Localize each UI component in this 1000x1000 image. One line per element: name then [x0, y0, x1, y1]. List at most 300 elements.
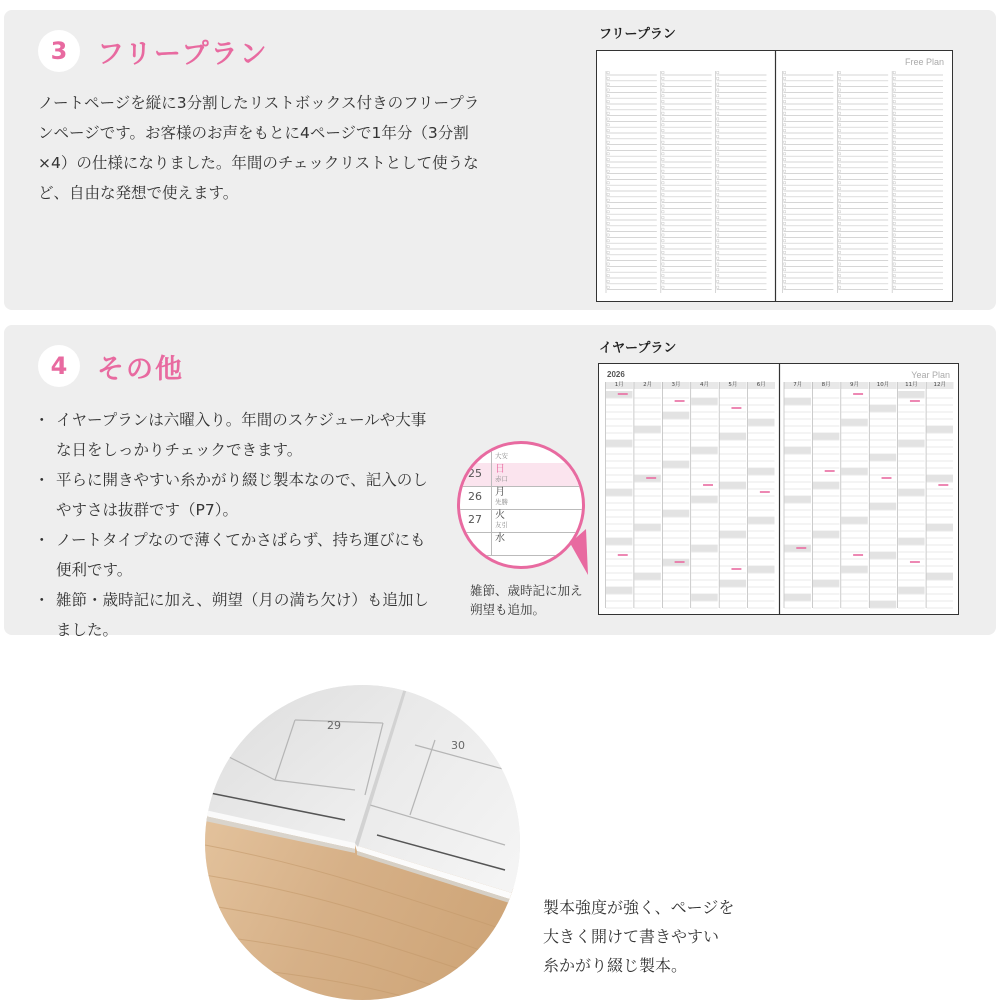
checkbox: [717, 240, 719, 242]
weekend-row: [691, 398, 717, 405]
zoom-pointer: [564, 525, 594, 575]
checkbox: [893, 95, 895, 97]
zoom-column-divider: [491, 509, 492, 532]
weekend-row: [634, 524, 660, 531]
checkbox: [662, 106, 664, 108]
checkbox: [717, 205, 719, 207]
checkbox: [838, 205, 840, 207]
checkbox: [717, 286, 719, 288]
month-label: 11月: [905, 382, 918, 388]
feature-line: 便利です。: [56, 561, 133, 579]
checkbox: [838, 101, 840, 103]
checkbox: [662, 251, 664, 253]
weekend-row: [606, 587, 632, 594]
checkbox: [784, 89, 786, 91]
feature-line: ・ 雑節・歳時記に加え、朔望（月の満ち欠け）も追加し: [56, 591, 429, 609]
weekend-row: [720, 482, 746, 489]
weekend-row: [748, 517, 774, 524]
checkbox: [717, 211, 719, 213]
checkbox: [717, 176, 719, 178]
zoom-column-divider: [491, 441, 492, 463]
checkbox: [717, 188, 719, 190]
checkbox: [893, 83, 895, 85]
section-title: その他: [97, 354, 184, 385]
checkbox: [662, 170, 664, 172]
zoom-day-number: 27: [468, 513, 482, 526]
month-label: 2月: [643, 382, 653, 388]
weekend-row: [606, 538, 632, 545]
month-label: 5月: [728, 382, 738, 388]
checkbox: [607, 124, 609, 126]
checkbox: [662, 182, 664, 184]
weekend-row: [813, 580, 839, 587]
checkbox: [784, 188, 786, 190]
checkbox: [607, 222, 609, 224]
checkbox: [607, 164, 609, 166]
checkbox: [717, 101, 719, 103]
checkbox: [838, 164, 840, 166]
zoom-weekday: 水: [495, 533, 505, 544]
checkbox: [893, 280, 895, 282]
checkbox: [662, 141, 664, 143]
checkbox: [893, 164, 895, 166]
checkbox: [717, 251, 719, 253]
photo-caption: [543, 893, 734, 980]
holiday-mark: [853, 393, 863, 395]
checkbox: [607, 188, 609, 190]
checkbox: [607, 286, 609, 288]
checkbox: [607, 240, 609, 242]
free-plan-preview: [596, 50, 953, 302]
checkbox: [717, 72, 719, 74]
zoom-column-divider: [491, 486, 492, 509]
checkbox: [717, 199, 719, 201]
checkbox: [838, 246, 840, 248]
checkbox: [838, 211, 840, 213]
weekend-row: [634, 426, 660, 433]
checkbox: [717, 130, 719, 132]
checkbox: [607, 193, 609, 195]
zoom-caption: [470, 581, 583, 619]
weekend-row: [785, 447, 811, 454]
checkbox: [893, 257, 895, 259]
checkbox: [838, 77, 840, 79]
checkbox: [662, 77, 664, 79]
checkbox: [893, 106, 895, 108]
checkbox: [717, 141, 719, 143]
holiday-mark: [938, 484, 948, 486]
feature-line: な日をしっかりチェックできます。: [56, 441, 303, 459]
photo-caption-line: 製本強度が強く、ページを: [543, 898, 735, 917]
free-plan-panel: [4, 10, 996, 310]
checkbox: [838, 147, 840, 149]
zoom-weekday: 火: [495, 510, 505, 521]
checkbox: [717, 83, 719, 85]
holiday-mark: [910, 400, 920, 402]
checkbox: [607, 118, 609, 120]
preview-title: フリープラン: [599, 27, 676, 42]
zoom-rokuyo: 友引: [495, 521, 508, 529]
checkbox: [717, 153, 719, 155]
checkbox: [784, 141, 786, 143]
checkbox: [893, 141, 895, 143]
weekend-row: [927, 426, 953, 433]
weekend-row: [748, 566, 774, 573]
checkbox: [893, 205, 895, 207]
checkbox: [838, 153, 840, 155]
checkbox: [717, 182, 719, 184]
checkbox: [838, 286, 840, 288]
checkbox: [784, 170, 786, 172]
weekend-row: [720, 433, 746, 440]
checkbox: [717, 112, 719, 114]
zoom-weekday: 日: [495, 464, 505, 475]
checkbox: [607, 228, 609, 230]
description-line: ンページです。お客様のお声をもとに4ページで1年分（3分割: [38, 124, 469, 142]
month-label: 4月: [699, 382, 709, 388]
checkbox: [607, 211, 609, 213]
description-line: ノートページを縦に3分割したリストボックス付きのフリープラ: [38, 94, 480, 112]
weekend-row: [663, 510, 689, 517]
checkbox: [607, 217, 609, 219]
checkbox: [893, 159, 895, 161]
feature-item: [34, 405, 429, 465]
checkbox: [662, 101, 664, 103]
zoom-day-number: 25: [468, 467, 482, 480]
checkbox: [607, 205, 609, 207]
weekend-row: [691, 447, 717, 454]
checkbox: [893, 240, 895, 242]
checkbox: [607, 77, 609, 79]
zoom-day-number: 26: [468, 490, 482, 503]
checkbox: [838, 159, 840, 161]
checkbox: [784, 101, 786, 103]
checkbox: [784, 112, 786, 114]
checkbox: [662, 153, 664, 155]
checkbox: [784, 83, 786, 85]
checkbox: [784, 77, 786, 79]
checkbox: [784, 95, 786, 97]
section-number-badge: 3: [38, 30, 80, 72]
zoom-day-row: [460, 463, 585, 487]
checkbox: [717, 217, 719, 219]
checkbox: [893, 228, 895, 230]
checkbox: [662, 269, 664, 271]
checkbox: [717, 89, 719, 91]
weekend-row: [927, 573, 953, 580]
weekend-row: [785, 496, 811, 503]
checkbox: [607, 275, 609, 277]
section-description: [38, 88, 479, 208]
checkbox: [784, 106, 786, 108]
checkbox: [838, 72, 840, 74]
checkbox: [838, 89, 840, 91]
weekend-row: [691, 496, 717, 503]
checkbox: [662, 164, 664, 166]
checkbox: [893, 211, 895, 213]
checkbox: [784, 182, 786, 184]
checkbox: [838, 234, 840, 236]
preview-title: イヤープラン: [599, 341, 677, 356]
checkbox: [662, 130, 664, 132]
checkbox: [607, 106, 609, 108]
checkbox: [607, 135, 609, 137]
weekend-row: [870, 503, 896, 510]
checkbox: [784, 251, 786, 253]
weekend-row: [813, 433, 839, 440]
checkbox: [662, 234, 664, 236]
zoom-rokuyo: 赤口: [495, 475, 508, 483]
weekend-row: [606, 489, 632, 496]
holiday-mark: [825, 470, 835, 472]
weekend-row: [663, 461, 689, 468]
weekend-row: [870, 405, 896, 412]
checkbox: [607, 280, 609, 282]
weekend-row: [691, 594, 717, 601]
checkbox: [893, 176, 895, 178]
year-plan-page-label: Year Plan: [911, 370, 950, 380]
holiday-mark: [618, 554, 628, 556]
checkbox: [784, 193, 786, 195]
checkbox: [784, 124, 786, 126]
checkbox: [662, 147, 664, 149]
open-notebook-illustration: [205, 685, 520, 1000]
checkbox: [838, 112, 840, 114]
checkbox: [662, 159, 664, 161]
weekend-row: [841, 566, 867, 573]
checkbox: [784, 275, 786, 277]
checkbox: [662, 257, 664, 259]
page-number: 29: [327, 719, 341, 732]
year-label: 2026: [607, 370, 625, 379]
weekend-row: [813, 482, 839, 489]
checkbox: [838, 106, 840, 108]
photo-caption-line: 糸かがり綴じ製本。: [543, 956, 688, 975]
weekend-row: [634, 573, 660, 580]
checkbox: [838, 251, 840, 253]
checkbox: [717, 124, 719, 126]
checkbox: [662, 89, 664, 91]
month-label: 8月: [821, 382, 831, 388]
checkbox: [893, 217, 895, 219]
checkbox: [838, 182, 840, 184]
checkbox: [784, 257, 786, 259]
checkbox: [717, 106, 719, 108]
zoom-weekday: 月: [495, 487, 505, 498]
checkbox: [662, 193, 664, 195]
checkbox: [662, 228, 664, 230]
weekend-row: [898, 587, 924, 594]
checkbox: [838, 124, 840, 126]
checkbox: [893, 101, 895, 103]
weekend-row: [898, 440, 924, 447]
checkbox: [838, 217, 840, 219]
checkbox: [893, 112, 895, 114]
checkbox: [784, 135, 786, 137]
checkbox: [893, 286, 895, 288]
month-label: 6月: [756, 382, 766, 388]
feature-line: ました。: [56, 621, 119, 639]
checkbox: [662, 188, 664, 190]
weekend-row: [927, 475, 953, 482]
holiday-mark: [910, 561, 920, 563]
zoom-rokuyo: 大安: [495, 452, 508, 460]
checkbox: [607, 263, 609, 265]
checkbox: [893, 170, 895, 172]
checkbox: [662, 83, 664, 85]
checkbox: [607, 147, 609, 149]
year-plan-page-illustration: [599, 364, 959, 615]
holiday-mark: [703, 484, 713, 486]
weekend-row: [898, 538, 924, 545]
checkbox: [717, 280, 719, 282]
checkbox: [838, 118, 840, 120]
weekend-row: [748, 468, 774, 475]
checkbox: [784, 130, 786, 132]
checkbox: [838, 263, 840, 265]
checkbox: [784, 147, 786, 149]
checkbox: [717, 159, 719, 161]
zoom-day-row: [460, 486, 585, 510]
checkbox: [784, 228, 786, 230]
weekend-row: [841, 419, 867, 426]
checkbox: [838, 240, 840, 242]
description-line: ど、自由な発想で使えます。: [38, 184, 239, 202]
checkbox: [893, 263, 895, 265]
checkbox: [662, 275, 664, 277]
moon-phase-icon: [582, 493, 585, 501]
checkbox: [607, 141, 609, 143]
checkbox: [662, 118, 664, 120]
checkbox: [893, 188, 895, 190]
weekend-row: [748, 419, 774, 426]
weekend-row: [927, 524, 953, 531]
checkbox: [784, 164, 786, 166]
checkbox: [893, 153, 895, 155]
weekend-row: [663, 412, 689, 419]
weekend-row: [870, 454, 896, 461]
checkbox: [784, 222, 786, 224]
checkbox: [784, 240, 786, 242]
section-number-badge: 4: [38, 345, 80, 387]
checkbox: [717, 164, 719, 166]
checkbox: [838, 257, 840, 259]
checkbox: [893, 147, 895, 149]
weekend-row: [720, 531, 746, 538]
checkbox: [893, 124, 895, 126]
weekend-row: [813, 531, 839, 538]
checkbox: [607, 234, 609, 236]
checkbox: [717, 275, 719, 277]
holiday-mark: [796, 547, 806, 549]
checkbox: [893, 251, 895, 253]
checkbox: [662, 211, 664, 213]
feature-line: やすさは抜群です（P7）。: [56, 501, 238, 519]
checkbox: [662, 246, 664, 248]
checkbox: [893, 234, 895, 236]
checkbox: [607, 251, 609, 253]
checkbox: [838, 141, 840, 143]
photo-caption-line: 大きく開けて書きやすい: [543, 927, 720, 946]
checkbox: [838, 193, 840, 195]
checkbox: [607, 112, 609, 114]
checkbox: [893, 269, 895, 271]
checkbox: [717, 257, 719, 259]
checkbox: [717, 170, 719, 172]
zoom-column-divider: [491, 463, 492, 486]
checkbox: [838, 170, 840, 172]
zoom-caption-line: 雑節、歳時記に加え: [470, 583, 583, 598]
checkbox: [662, 217, 664, 219]
feature-line: ・ 平らに開きやすい糸かがり綴じ製本なので、記入のし: [56, 471, 428, 489]
checkbox: [717, 118, 719, 120]
holiday-mark: [731, 568, 741, 570]
checkbox: [893, 222, 895, 224]
checkbox: [717, 269, 719, 271]
checkbox: [893, 182, 895, 184]
checkbox: [662, 176, 664, 178]
weekend-row: [898, 489, 924, 496]
weekend-row: [720, 580, 746, 587]
binding-photo: [205, 685, 520, 1000]
checkbox: [893, 275, 895, 277]
checkbox: [784, 269, 786, 271]
weekend-row: [841, 517, 867, 524]
feature-item: [34, 585, 429, 645]
zoom-day-row: [460, 441, 585, 464]
checkbox: [784, 234, 786, 236]
holiday-mark: [675, 400, 685, 402]
month-label: 9月: [850, 382, 860, 388]
checkbox: [893, 89, 895, 91]
checkbox: [607, 101, 609, 103]
checkbox: [607, 170, 609, 172]
checkbox: [838, 269, 840, 271]
checkbox: [662, 240, 664, 242]
checkbox: [717, 234, 719, 236]
checkbox: [784, 153, 786, 155]
month-label: 12月: [933, 382, 947, 388]
checkbox: [838, 199, 840, 201]
weekend-row: [785, 594, 811, 601]
feature-line: ・ イヤープランは六曜入り。年間のスケジュールや大事: [56, 411, 427, 429]
checkbox: [784, 246, 786, 248]
checkbox: [717, 246, 719, 248]
description-line: ×4）の仕様になりました。年間のチェックリストとして使うな: [38, 154, 479, 172]
holiday-mark: [646, 477, 656, 479]
checkbox: [784, 286, 786, 288]
checkbox: [893, 118, 895, 120]
checkbox: [784, 211, 786, 213]
checkbox: [607, 269, 609, 271]
weekend-row: [898, 391, 924, 398]
holiday-mark: [618, 393, 628, 395]
checkbox: [607, 182, 609, 184]
month-label: 3月: [671, 382, 681, 388]
checkbox: [662, 205, 664, 207]
checkbox: [784, 159, 786, 161]
checkbox: [717, 147, 719, 149]
month-label: 1月: [614, 382, 624, 388]
free-plan-page-illustration: [597, 51, 953, 302]
checkbox: [838, 130, 840, 132]
checkbox: [893, 193, 895, 195]
checkbox: [607, 199, 609, 201]
checkbox: [607, 130, 609, 132]
checkbox: [838, 95, 840, 97]
section-title: フリープラン: [97, 39, 269, 70]
checkbox: [717, 228, 719, 230]
